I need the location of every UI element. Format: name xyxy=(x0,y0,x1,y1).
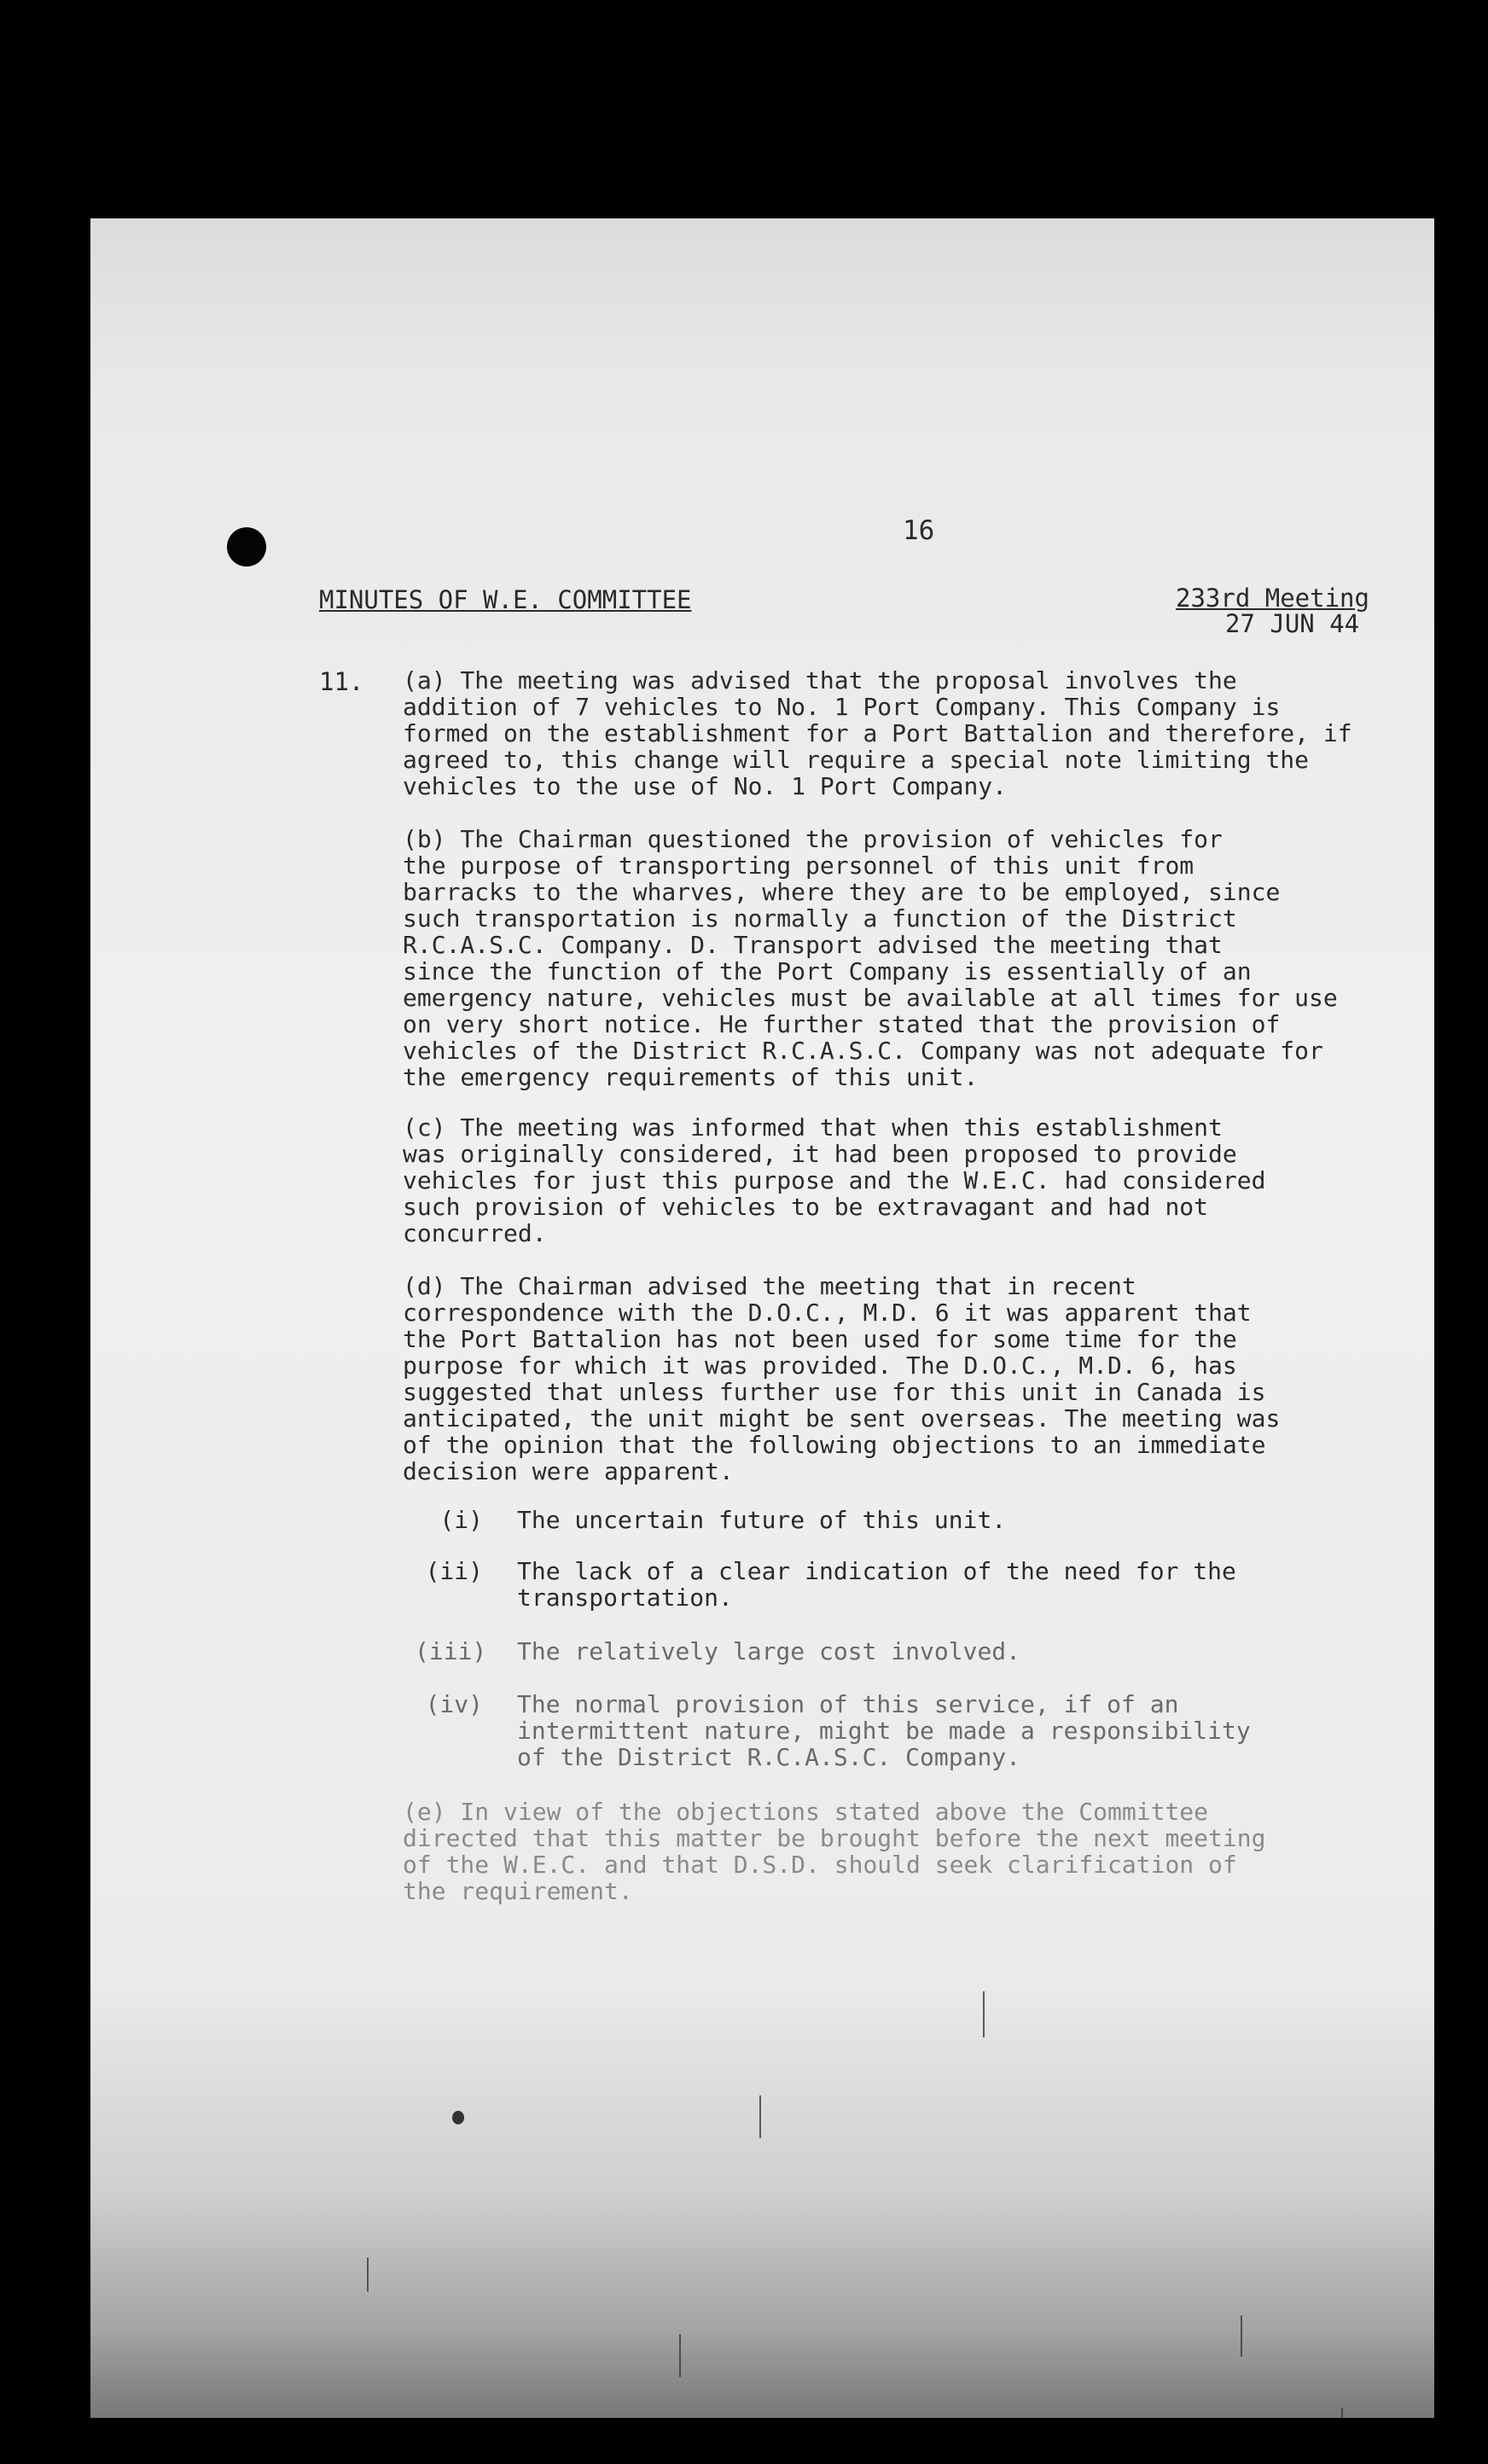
meeting-date: 27 JUN 44 xyxy=(1225,609,1360,638)
objection-mark: (iv) xyxy=(425,1690,483,1718)
objection-mark: (ii) xyxy=(425,1557,483,1585)
paragraph-c: (c) The meeting was informed that when this establishment was originally considered, it had been proposed to provide vehicles for just this purpose and the W.E.C. had considered such provision of vehicles to be extravagant and had not concurred. xyxy=(403,1113,1266,1247)
scan-streak xyxy=(759,2095,761,2138)
paragraph-b: (b) The Chairman questioned the provision of vehicles for the purpose of transporting personnel of this unit from barracks to the wharves, where they are to be employed, since such transportation is normally a function of the District R.C.A.S.C. Company. D. Transport advised the meeting that since the function of the Port Company is essentially of an emergency nature, vehicles must be available at all times for use on very short notice. He further stated that the provision of vehicles of the District R.C.A.S.C. Company was not adequate for the emergency requirements of this unit. xyxy=(403,825,1338,1091)
objection-text: The uncertain future of this unit. xyxy=(517,1506,1007,1534)
meeting-number: 233rd Meeting xyxy=(1176,584,1369,613)
punch-hole xyxy=(227,527,266,567)
scan-streak xyxy=(679,2334,681,2377)
document-page xyxy=(90,218,1434,2418)
paragraph-e: (e) In view of the objections stated above the Committee directed that this matter be brought before the next meeting of the W.E.C. and that D.S.D. should seek clarification of the requirement. xyxy=(403,1798,1266,1905)
objection-text: The lack of a clear indication of the need for the transportation. xyxy=(517,1557,1236,1612)
scan-streak xyxy=(1341,2408,1343,2418)
scan-spot xyxy=(452,2111,464,2124)
scan-streak xyxy=(1241,2316,1242,2356)
objection-text: The relatively large cost involved. xyxy=(517,1637,1021,1665)
paragraph-a: (a) The meeting was advised that the proposal involves the addition of 7 vehicles to No. 1 Port Company. This Company is formed on the establishment for a Port Battalion and therefore, if agreed to, this change will require a special note limiting the vehicles to the use of No. 1 Port Company. xyxy=(403,666,1352,800)
paragraph-d: (d) The Chairman advised the meeting that in recent correspondence with the D.O.C., M.D. 6 it was apparent that the Port Battalion has not been used for some time for the purpose for which it was provided. The D.O.C., M.D. 6, has suggested that unless further use for this unit in Canada is anticipated, the unit might be sent overseas. The meeting was of the opinion that the following objections to an immediate decision were apparent. xyxy=(403,1272,1281,1485)
scan-streak xyxy=(983,1991,985,2037)
page-number: 16 xyxy=(903,515,935,546)
document-heading: MINUTES OF W.E. COMMITTEE xyxy=(319,585,692,614)
objection-mark: (iii) xyxy=(415,1637,487,1665)
scan-streak xyxy=(367,2258,369,2292)
objection-mark: (i) xyxy=(439,1506,483,1534)
objection-text: The normal provision of this service, if of an intermittent nature, might be made a responsibility of the District R.C.A.S.C. Company. xyxy=(517,1690,1251,1771)
paragraph-number: 11. xyxy=(319,667,364,696)
